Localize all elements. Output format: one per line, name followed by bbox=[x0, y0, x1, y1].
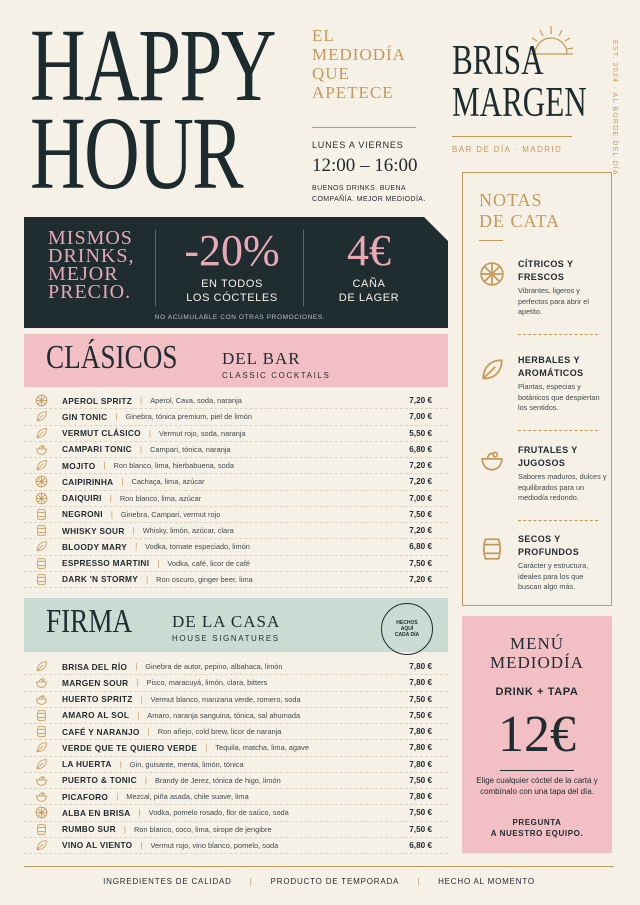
bowl-icon bbox=[478, 446, 506, 474]
separator: | bbox=[121, 477, 124, 487]
menu-row bbox=[24, 442, 448, 458]
drink-price: 7,50 € bbox=[409, 509, 432, 519]
lunch-ask-line: A NUESTRO EQUIPO. bbox=[490, 829, 584, 838]
drink-description: Ron oscuro, ginger beer, lima bbox=[156, 574, 253, 584]
hours-label: 12:00 – 16:00 bbox=[312, 155, 418, 176]
classics-subtitle: DEL BAR bbox=[222, 349, 301, 368]
citrus-icon bbox=[34, 394, 48, 408]
footer-divider bbox=[24, 866, 614, 867]
promo-slogan-line: DRINKS, bbox=[48, 245, 135, 267]
citrus-icon bbox=[34, 491, 48, 505]
drink-price: 7,50 € bbox=[409, 558, 432, 568]
drink-description: Mezcal, piña asada, chile suave, lima bbox=[126, 792, 249, 802]
drink-price: 7,80 € bbox=[409, 743, 432, 753]
drink-description: Vodka, tomate especiado, limón bbox=[145, 542, 250, 552]
menu-row bbox=[24, 507, 448, 523]
house-stamp bbox=[381, 603, 433, 655]
separator: | bbox=[119, 759, 122, 769]
menu-row bbox=[24, 773, 448, 789]
caption-line: DE LAGER bbox=[338, 292, 400, 304]
leaf-icon bbox=[34, 660, 48, 674]
drink-description: Ginebra, Campari, vermut rojo bbox=[120, 509, 221, 519]
drink-name: VINO AL VIENTO bbox=[62, 840, 133, 851]
note-title bbox=[518, 533, 608, 559]
lunch-price: 12€ bbox=[498, 706, 576, 763]
drink-name: VERDE QUE TE QUIERO VERDE bbox=[62, 742, 198, 753]
drink-description: Vodka, café, licor de café bbox=[167, 558, 250, 568]
drink-price: 7,80 € bbox=[409, 678, 432, 688]
separator: | bbox=[132, 526, 135, 536]
caption-line: LOS CÓCTELES bbox=[186, 292, 278, 304]
drink-price: 6,80 € bbox=[409, 542, 432, 552]
drink-description: Ron blanco, coco, lima, sirope de jengibre bbox=[133, 824, 272, 834]
drink-name: CAIPIRINHA bbox=[62, 476, 114, 487]
separator: | bbox=[109, 493, 112, 503]
drink-price: 6,80 € bbox=[409, 444, 432, 454]
drink-name: AMARO AL SOL bbox=[62, 710, 130, 721]
footer-separator: | bbox=[417, 877, 421, 886]
barrel-icon bbox=[34, 822, 48, 836]
caption-line: EN TODOS bbox=[201, 278, 263, 290]
menu-row bbox=[24, 805, 448, 821]
footer bbox=[24, 877, 614, 886]
drink-description: Vodka, pomelo rosado, flor de saúco, soda bbox=[148, 808, 289, 818]
note-title-line: HERBALES Y bbox=[518, 355, 580, 365]
separator: | bbox=[140, 694, 143, 704]
classics-title: CLÁSICOS bbox=[46, 339, 178, 376]
barrel-icon bbox=[34, 708, 48, 722]
leaf-icon bbox=[34, 426, 48, 440]
stamp-line: AQUÍ bbox=[400, 626, 414, 632]
notes-title-line: NOTAS bbox=[479, 190, 543, 210]
brand-subtitle: BAR DE DÍA · MADRID bbox=[452, 145, 563, 154]
lunch-title bbox=[462, 634, 612, 672]
drink-description: Ron añejo, cold brew, licor de naranja bbox=[157, 727, 282, 737]
tagline-line: QUE bbox=[312, 64, 350, 83]
drink-price: 7,20 € bbox=[409, 461, 432, 471]
note-divider bbox=[518, 430, 598, 431]
signatures-list bbox=[24, 659, 448, 854]
drink-name: CAMPARI TONIC bbox=[62, 444, 132, 455]
drink-price: 7,80 € bbox=[409, 759, 432, 769]
note-title-line: PROFUNDOS bbox=[518, 547, 580, 557]
drink-price: 7,80 € bbox=[409, 662, 432, 672]
drink-description: Gin, guisante, menta, limón, tónica bbox=[129, 759, 244, 769]
divider bbox=[452, 136, 572, 137]
lunch-title-line: MEDIODÍA bbox=[490, 653, 584, 672]
separator: | bbox=[135, 542, 138, 552]
title-line-2: HOUR bbox=[30, 96, 243, 211]
signatures-subtitle-en: HOUSE SIGNATURES bbox=[172, 634, 280, 643]
drink-price: 7,50 € bbox=[409, 694, 432, 704]
drink-name: APEROL SPRITZ bbox=[62, 395, 133, 406]
citrus-icon bbox=[34, 806, 48, 820]
drink-price: 7,20 € bbox=[409, 477, 432, 487]
promo-discount: -20% bbox=[184, 226, 280, 275]
drink-price: 7,20 € bbox=[409, 574, 432, 584]
menu-row bbox=[24, 458, 448, 474]
menu-row bbox=[24, 539, 448, 555]
drink-description: Vermut rojo, vino blanco, pomelo, soda bbox=[150, 840, 279, 850]
signatures-title: FIRMA bbox=[46, 603, 133, 640]
drink-description: Tequila, matcha, lima, agave bbox=[215, 743, 309, 753]
menu-row bbox=[24, 740, 448, 756]
note-title-line: JUGOSOS bbox=[518, 458, 566, 468]
classics-subtitle-en: CLASSIC COCKTAILS bbox=[222, 371, 331, 380]
footer-separator: | bbox=[249, 877, 253, 886]
menu-row bbox=[24, 474, 448, 490]
barrel-icon bbox=[34, 725, 48, 739]
note-text: Vibrantes, ligeros y perfectos para abrir el apetito. bbox=[518, 286, 589, 316]
brand-name-line: BRISA bbox=[452, 38, 544, 84]
signatures-subtitle: DE LA CASA bbox=[172, 612, 281, 631]
drink-price: 7,80 € bbox=[409, 792, 432, 802]
separator: | bbox=[136, 678, 139, 688]
lunch-combo: DRINK + TAPA bbox=[495, 686, 579, 698]
tagline-line: EL bbox=[312, 26, 335, 45]
drink-description: Ron blanco, lima, hierbabuena, soda bbox=[113, 461, 234, 471]
promo-slogan-line: PRECIO. bbox=[48, 281, 132, 303]
menu-row bbox=[24, 708, 448, 724]
stamp-line: HECHOS bbox=[396, 620, 418, 626]
separator: | bbox=[115, 412, 118, 422]
menu-row bbox=[24, 409, 448, 425]
drink-description: Campari, tónica, naranja bbox=[150, 444, 231, 454]
separator: | bbox=[138, 808, 141, 818]
drink-name: RUMBO SUR bbox=[62, 824, 116, 835]
citrus-icon bbox=[478, 260, 506, 288]
drink-description: Cachaça, lima, azúcar bbox=[131, 477, 205, 487]
bowl-icon bbox=[34, 773, 48, 787]
menu-row bbox=[24, 822, 448, 838]
menu-row bbox=[24, 838, 448, 854]
tagline bbox=[312, 26, 432, 102]
brand-name-line: MARGEN bbox=[452, 80, 587, 126]
note-text: Carácter y estructura, ideales para los que buscan algo más. bbox=[518, 561, 589, 591]
divider bbox=[312, 127, 416, 128]
menu-row bbox=[24, 523, 448, 539]
barrel-icon bbox=[34, 524, 48, 538]
note-text: Sabores maduros, dulces y equilibrados para un mediodía redondo. bbox=[518, 472, 607, 502]
drink-name: VERMUT CLÁSICO bbox=[62, 428, 141, 439]
drink-price: 7,00 € bbox=[409, 412, 432, 422]
drink-name: CAFÉ Y NARANJO bbox=[62, 726, 140, 737]
leaf-icon bbox=[34, 838, 48, 852]
separator: | bbox=[140, 396, 143, 406]
separator: | bbox=[157, 558, 160, 568]
drink-price: 7,20 € bbox=[409, 526, 432, 536]
menu-row bbox=[24, 572, 448, 588]
note-title-line: FRESCOS bbox=[518, 272, 565, 282]
lunch-ask-line: PREGUNTA bbox=[512, 818, 562, 827]
drink-name: LA HUERTA bbox=[62, 759, 112, 770]
drink-name: MOJITO bbox=[62, 460, 96, 471]
drink-price: 7,80 € bbox=[409, 727, 432, 737]
barrel-icon bbox=[34, 507, 48, 521]
drink-description: Whisky, limón, azúcar, clara bbox=[142, 526, 234, 536]
promo-note: NO ACUMULABLE CON OTRAS PROMOCIONES. bbox=[154, 314, 326, 321]
lunch-title-line: MENÚ bbox=[509, 634, 565, 653]
drink-name: HUERTO SPRITZ bbox=[62, 694, 133, 705]
menu-row bbox=[24, 692, 448, 708]
drink-name: DARK 'N STORMY bbox=[62, 574, 139, 585]
promo-slogan-line: MEJOR bbox=[48, 263, 119, 285]
tagline-line: APETECE bbox=[312, 83, 394, 102]
drink-price: 7,50 € bbox=[409, 824, 432, 834]
drink-description: Amaro, naranja sanguina, tónica, sal ahumada bbox=[147, 710, 301, 720]
menu-row bbox=[24, 724, 448, 740]
drink-price: 6,80 € bbox=[409, 840, 432, 850]
promo-discount-caption bbox=[168, 277, 296, 305]
separator: | bbox=[144, 775, 147, 785]
drink-description: Ginebra de autor, pepino, albahaca, limón bbox=[145, 662, 283, 672]
leaf-icon bbox=[34, 757, 48, 771]
drink-description: Pisco, maracuyá, limón, clara, bitters bbox=[146, 678, 268, 688]
drink-price: 7,00 € bbox=[409, 493, 432, 503]
note-title-line: AROMÁTICOS bbox=[518, 368, 584, 378]
promo-slogan-line: MISMOS bbox=[48, 227, 133, 249]
drink-price: 7,50 € bbox=[409, 808, 432, 818]
title-line-1: HAPPY bbox=[30, 8, 275, 123]
barrel-icon bbox=[34, 572, 48, 586]
note-title bbox=[518, 354, 608, 380]
separator: | bbox=[116, 792, 119, 802]
drink-price: 7,50 € bbox=[409, 710, 432, 720]
leaf-icon bbox=[34, 741, 48, 755]
menu-row bbox=[24, 757, 448, 773]
menu-row bbox=[24, 556, 448, 572]
leaf-icon bbox=[34, 410, 48, 424]
menu-row bbox=[24, 491, 448, 507]
note-title bbox=[518, 258, 608, 284]
separator: | bbox=[140, 840, 143, 850]
separator: | bbox=[110, 509, 113, 519]
bowl-icon bbox=[34, 790, 48, 804]
footer-item: HECHO AL MOMENTO bbox=[438, 877, 535, 886]
claim-text: BUENOS DRINKS. BUENA COMPAÑÍA. MEJOR MEDIODÍA. bbox=[312, 185, 426, 203]
happy-hour-title bbox=[30, 8, 275, 211]
bowl-icon bbox=[34, 442, 48, 456]
drink-price: 7,50 € bbox=[409, 775, 432, 785]
lunch-description: Elige cualquier cóctel de la carta y combínalo con una tapa del día. bbox=[476, 776, 598, 796]
separator: | bbox=[139, 444, 143, 454]
drink-price: 5,50 € bbox=[409, 428, 432, 438]
tagline-line: MEDIODÍA bbox=[312, 45, 406, 64]
drink-price: 7,20 € bbox=[409, 396, 432, 406]
stamp-line: CADA DÍA bbox=[394, 632, 420, 638]
bowl-icon bbox=[34, 692, 48, 706]
drink-description: Vermut rojo, soda, naranja bbox=[158, 428, 246, 438]
leaf-icon bbox=[34, 540, 48, 554]
promo-divider bbox=[303, 230, 304, 306]
promo-divider bbox=[155, 230, 156, 306]
footer-item: PRODUCTO DE TEMPORADA bbox=[270, 877, 400, 886]
note-text: Plantas, especias y botánicos que despiertan los sentidos. bbox=[518, 382, 600, 412]
drink-name: DAIQUIRI bbox=[62, 493, 102, 504]
divider bbox=[479, 240, 503, 241]
separator: | bbox=[148, 428, 151, 438]
drink-name: ALBA EN BRISA bbox=[62, 807, 131, 818]
note-title-line: FRUTALES Y bbox=[518, 445, 578, 455]
drink-name: GIN TONIC bbox=[62, 411, 108, 422]
separator: | bbox=[146, 574, 149, 584]
promo-beer-price: 4€ bbox=[347, 226, 391, 275]
footer-item: INGREDIENTES DE CALIDAD bbox=[103, 877, 232, 886]
note-divider bbox=[518, 520, 598, 521]
drink-description: Aperol, Cava, soda, naranja bbox=[150, 396, 242, 406]
bowl-icon bbox=[34, 676, 48, 690]
separator: | bbox=[103, 461, 106, 471]
note-title-line: SECOS Y bbox=[518, 534, 561, 544]
promo-slogan bbox=[48, 229, 148, 301]
separator: | bbox=[205, 743, 208, 753]
leaf-icon bbox=[34, 459, 48, 473]
note-title bbox=[518, 444, 608, 470]
drink-name: PUERTO & TONIC bbox=[62, 775, 137, 786]
caption-line: CAÑA bbox=[352, 278, 386, 290]
drink-description: Vermut blanco, manzana verde, romero, soda bbox=[150, 694, 301, 704]
menu-row bbox=[24, 393, 448, 409]
drink-description: Ginebra, tónica premium, piel de limón bbox=[125, 412, 253, 422]
separator: | bbox=[123, 824, 126, 834]
drink-name: ESPRESSO MARTINI bbox=[62, 558, 150, 569]
menu-row bbox=[24, 789, 448, 805]
promo-beer-caption bbox=[310, 277, 428, 305]
note-divider bbox=[518, 334, 598, 335]
notes-title bbox=[479, 190, 560, 232]
drink-name: PICAFORO bbox=[62, 791, 109, 802]
drink-name: BLOODY MARY bbox=[62, 541, 128, 552]
drink-name: MARGEN SOUR bbox=[62, 677, 129, 688]
drink-description: Brandy de Jerez, tónica de higo, limón bbox=[154, 775, 281, 785]
barrel-icon bbox=[34, 556, 48, 570]
drink-name: NEGRONI bbox=[62, 509, 103, 520]
citrus-icon bbox=[34, 475, 48, 489]
leaf-icon bbox=[478, 356, 506, 384]
vertical-text: EST. 2024 · AL BORDE DEL DÍA bbox=[611, 40, 618, 176]
menu-row bbox=[24, 675, 448, 691]
brand-logo bbox=[452, 38, 587, 126]
menu-row bbox=[24, 659, 448, 675]
classics-list bbox=[24, 393, 448, 588]
divider bbox=[500, 770, 574, 771]
barrel-icon bbox=[478, 535, 506, 563]
separator: | bbox=[137, 710, 140, 720]
drink-name: BRISA DEL RÍO bbox=[62, 661, 128, 672]
notes-title-line: DE CATA bbox=[479, 211, 561, 231]
days-label: LUNES A VIERNES bbox=[312, 140, 404, 150]
note-title-line: CÍTRICOS Y bbox=[518, 259, 574, 269]
separator: | bbox=[147, 727, 150, 737]
separator: | bbox=[135, 662, 138, 672]
lunch-ask bbox=[476, 817, 598, 839]
drink-name: WHISKY SOUR bbox=[62, 525, 125, 536]
drink-description: Ron blanco, lima, azúcar bbox=[119, 493, 202, 503]
menu-row bbox=[24, 426, 448, 442]
